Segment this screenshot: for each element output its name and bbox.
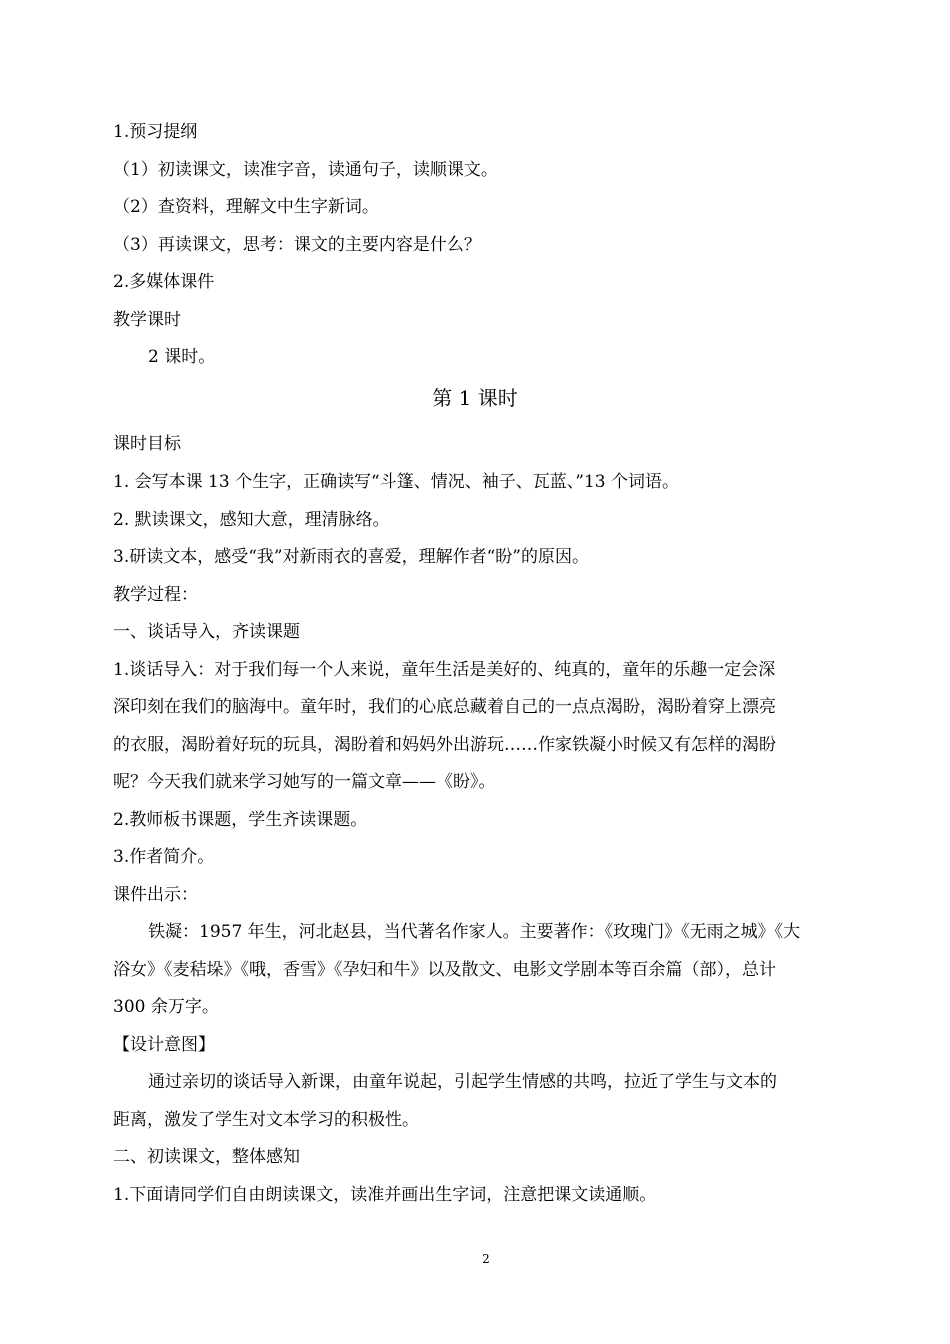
section-2-heading: 二、初读课文，整体感知 bbox=[113, 1147, 300, 1167]
intro-paragraph-line-2: 深印刻在我们的脑海中。童年时，我们的心底总藏着自己的一点点渴盼，渴盼着穿上漂亮 bbox=[113, 697, 776, 717]
intro-paragraph-line-1: 1.谈话导入：对于我们每一个人来说，童年生活是美好的、纯真的，童年的乐趣一定会深 bbox=[113, 660, 776, 680]
class-hours-value: 2 课时。 bbox=[148, 347, 216, 367]
prep-item-1: （1）初读课文，读准字音，读通句子，读顺课文。 bbox=[113, 160, 498, 180]
step-3-line: 3.作者简介。 bbox=[113, 847, 215, 867]
objective-2: 2. 默读课文，感知大意，理清脉络。 bbox=[113, 510, 390, 530]
courseware-label: 课件出示： bbox=[113, 885, 198, 905]
page-number: 2 bbox=[482, 1252, 490, 1266]
prep-item-2: （2）查资料，理解文中生字新词。 bbox=[113, 197, 379, 217]
intro-paragraph-line-4: 呢？今天我们就来学习她写的一篇文章——《盼》。 bbox=[113, 772, 496, 792]
author-bio-line-2: 浴女》《麦秸垛》《哦，香雪》《孕妇和牛》以及散文、电影文学剧本等百余篇（部），总计 bbox=[113, 960, 776, 980]
author-bio-line-1: 铁凝：1957 年生，河北赵县，当代著名作家人。主要著作：《玫瑰门》《无雨之城》《大 bbox=[148, 922, 801, 942]
class-hours-heading: 教学课时 bbox=[113, 310, 181, 330]
prep-item-3: （3）再读课文，思考：课文的主要内容是什么？ bbox=[113, 235, 481, 255]
design-intent-line-1: 通过亲切的谈话导入新课，由童年说起，引起学生情感的共鸣，拉近了学生与文本的 bbox=[148, 1072, 777, 1092]
objectives-heading: 课时目标 bbox=[113, 434, 181, 454]
objective-1: 1. 会写本课 13 个生字，正确读写“斗篷、情况、袖子、瓦蓝、”13 个词语。 bbox=[113, 472, 679, 492]
process-heading: 教学过程： bbox=[113, 585, 198, 605]
design-intent-heading: 【设计意图】 bbox=[113, 1035, 215, 1055]
prep-outline-heading: 1.预习提纲 bbox=[113, 122, 198, 142]
section-1-heading: 一、谈话导入，齐读课题 bbox=[113, 622, 300, 642]
author-bio-line-3: 300 余万字。 bbox=[113, 997, 219, 1017]
lesson-title: 第 1 课时 bbox=[432, 386, 518, 410]
design-intent-line-2: 距离，激发了学生对文本学习的积极性。 bbox=[113, 1110, 419, 1130]
reading-step-1: 1.下面请同学们自由朗读课文，读准并画出生字词，注意把课文读通顺。 bbox=[113, 1185, 657, 1205]
multimedia-line: 2.多媒体课件 bbox=[113, 272, 215, 292]
step-2-line: 2.教师板书课题，学生齐读课题。 bbox=[113, 810, 368, 830]
intro-paragraph-line-3: 的衣服，渴盼着好玩的玩具，渴盼着和妈妈外出游玩……作家铁凝小时候又有怎样的渴盼 bbox=[113, 735, 776, 755]
objective-3: 3.研读文本，感受“我”对新雨衣的喜爱，理解作者“盼”的原因。 bbox=[113, 547, 589, 567]
